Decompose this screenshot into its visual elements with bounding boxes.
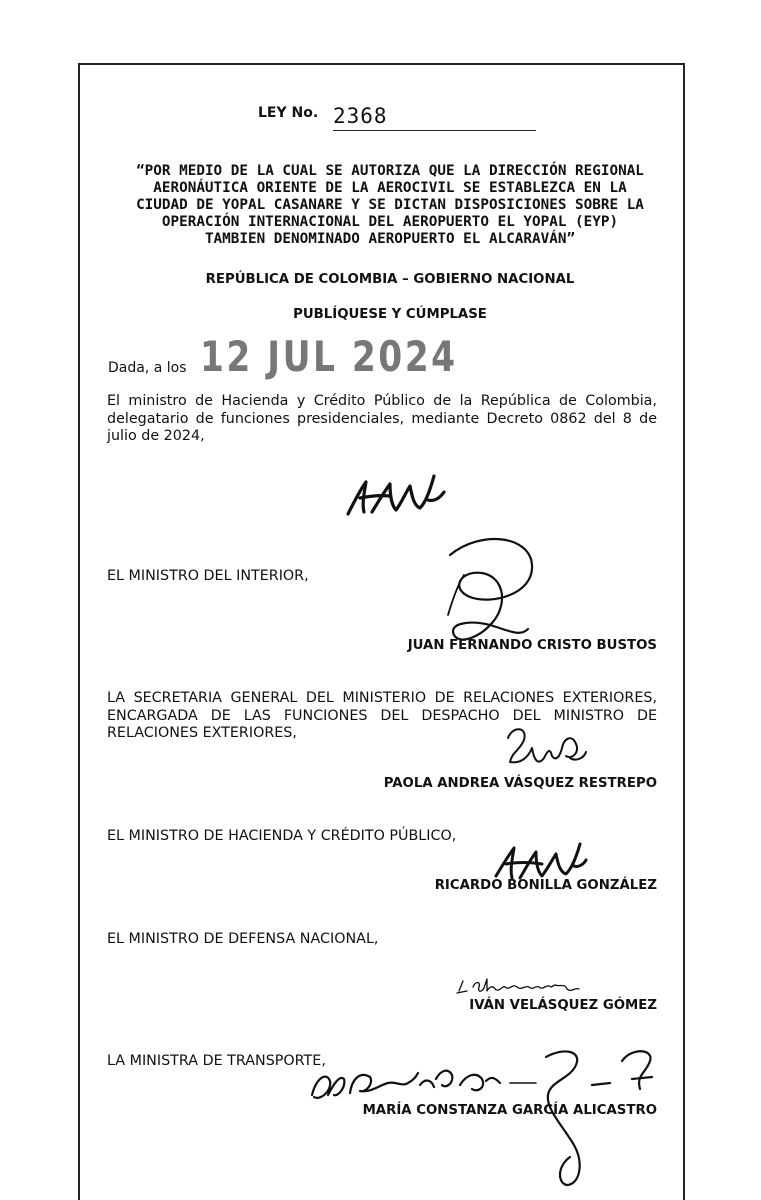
delegation-paragraph: El ministro de Hacienda y Crédito Público de la República de Colombia, delegatario de funciones presidenciales, mediante Decreto 0862 del 8 de julio de 2024,	[107, 393, 657, 444]
publish-heading: PUBLÍQUESE Y CÚMPLASE	[293, 307, 487, 322]
date-stamp: 12 JUL 2024	[200, 332, 458, 381]
name-interior: JUAN FERNANDO CRISTO BUSTOS	[407, 638, 657, 653]
role-interior: EL MINISTRO DEL INTERIOR,	[107, 568, 309, 584]
delegate-signature	[340, 462, 450, 522]
signature-finance	[490, 834, 590, 884]
role-finance: EL MINISTRO DE HACIENDA Y CRÉDITO PÚBLICO,	[107, 828, 457, 844]
law-prefix: LEY No.	[258, 105, 319, 121]
given-label: Dada, a los	[108, 360, 187, 376]
role-foreign-affairs: LA SECRETARIA GENERAL DEL MINISTERIO DE RELACIONES EXTERIORES, ENCARGADA DE LAS FUNCIONES DEL DESPACHO DEL MINISTRO DE RELACIONES EXTERIORES,	[107, 690, 657, 741]
signature-defense	[455, 975, 585, 997]
law-title: “POR MEDIO DE LA CUAL SE AUTORIZA QUE LA DIRECCIÓN REGIONAL AERONÁUTICA ORIENTE DE LA AEROCIVIL SE ESTABLEZCA EN LA CIUDAD DE YOPAL CASANARE Y SE DICTAN DISPOSICIONES SOBRE LA OPERACIÓN INTERNACIONAL DEL AEROPUERTO EL YOPAL (EYP) TAMBIEN DENOMINADO AEROPUERTO EL ALCARAVÁN”	[136, 163, 644, 247]
law-number: 2368	[333, 104, 536, 131]
government-heading: REPÚBLICA DE COLOMBIA – GOBIERNO NACIONAL	[205, 272, 575, 287]
law-number-line	[258, 105, 318, 121]
role-transport: LA MINISTRA DE TRANSPORTE,	[107, 1053, 326, 1069]
name-transport: MARÍA CONSTANZA GARCÍA ALICASTRO	[362, 1103, 657, 1118]
name-finance: RICARDO BONILLA GONZÁLEZ	[434, 878, 657, 893]
role-defense: EL MINISTRO DE DEFENSA NACIONAL,	[107, 931, 379, 947]
name-defense: IVÁN VELÁSQUEZ GÓMEZ	[469, 998, 657, 1013]
name-foreign-affairs: PAOLA ANDREA VÁSQUEZ RESTREPO	[383, 776, 657, 791]
